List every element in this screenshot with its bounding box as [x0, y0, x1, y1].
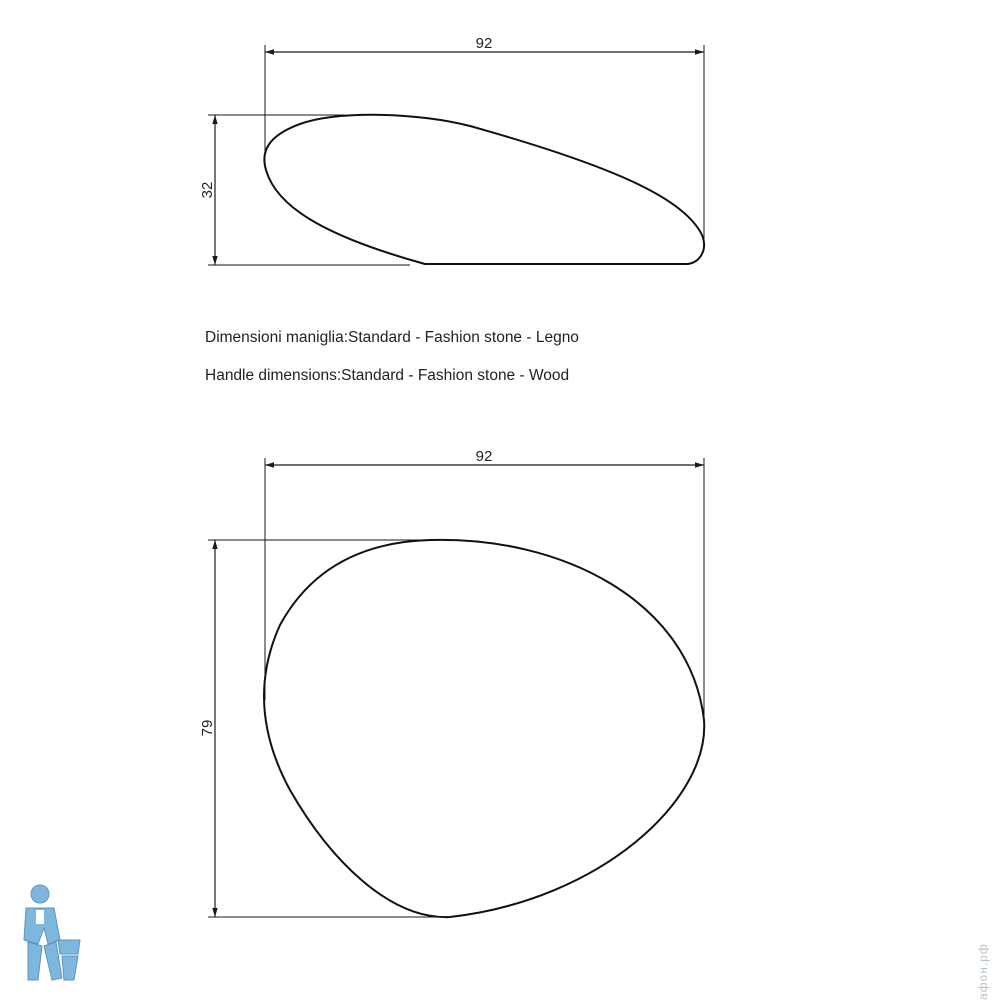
front-view [199, 448, 704, 917]
watermark-text: афон.рф [976, 943, 990, 1000]
caption-english: Handle dimensions:Standard - Fashion stone - Wood [205, 367, 570, 384]
top-height-label: 32 [199, 181, 216, 199]
front-width-label: 92 [475, 448, 493, 465]
front-height-label: 79 [199, 719, 216, 737]
caption-italian: Dimensioni maniglia:Standard - Fashion stone - Legno [205, 329, 579, 346]
top-width-label: 92 [475, 35, 493, 52]
plumber-logo-icon [8, 880, 88, 990]
handle-front-outline [264, 540, 704, 917]
handle-side-profile [264, 115, 704, 264]
site-watermark [966, 888, 996, 1000]
top-view [199, 35, 704, 265]
